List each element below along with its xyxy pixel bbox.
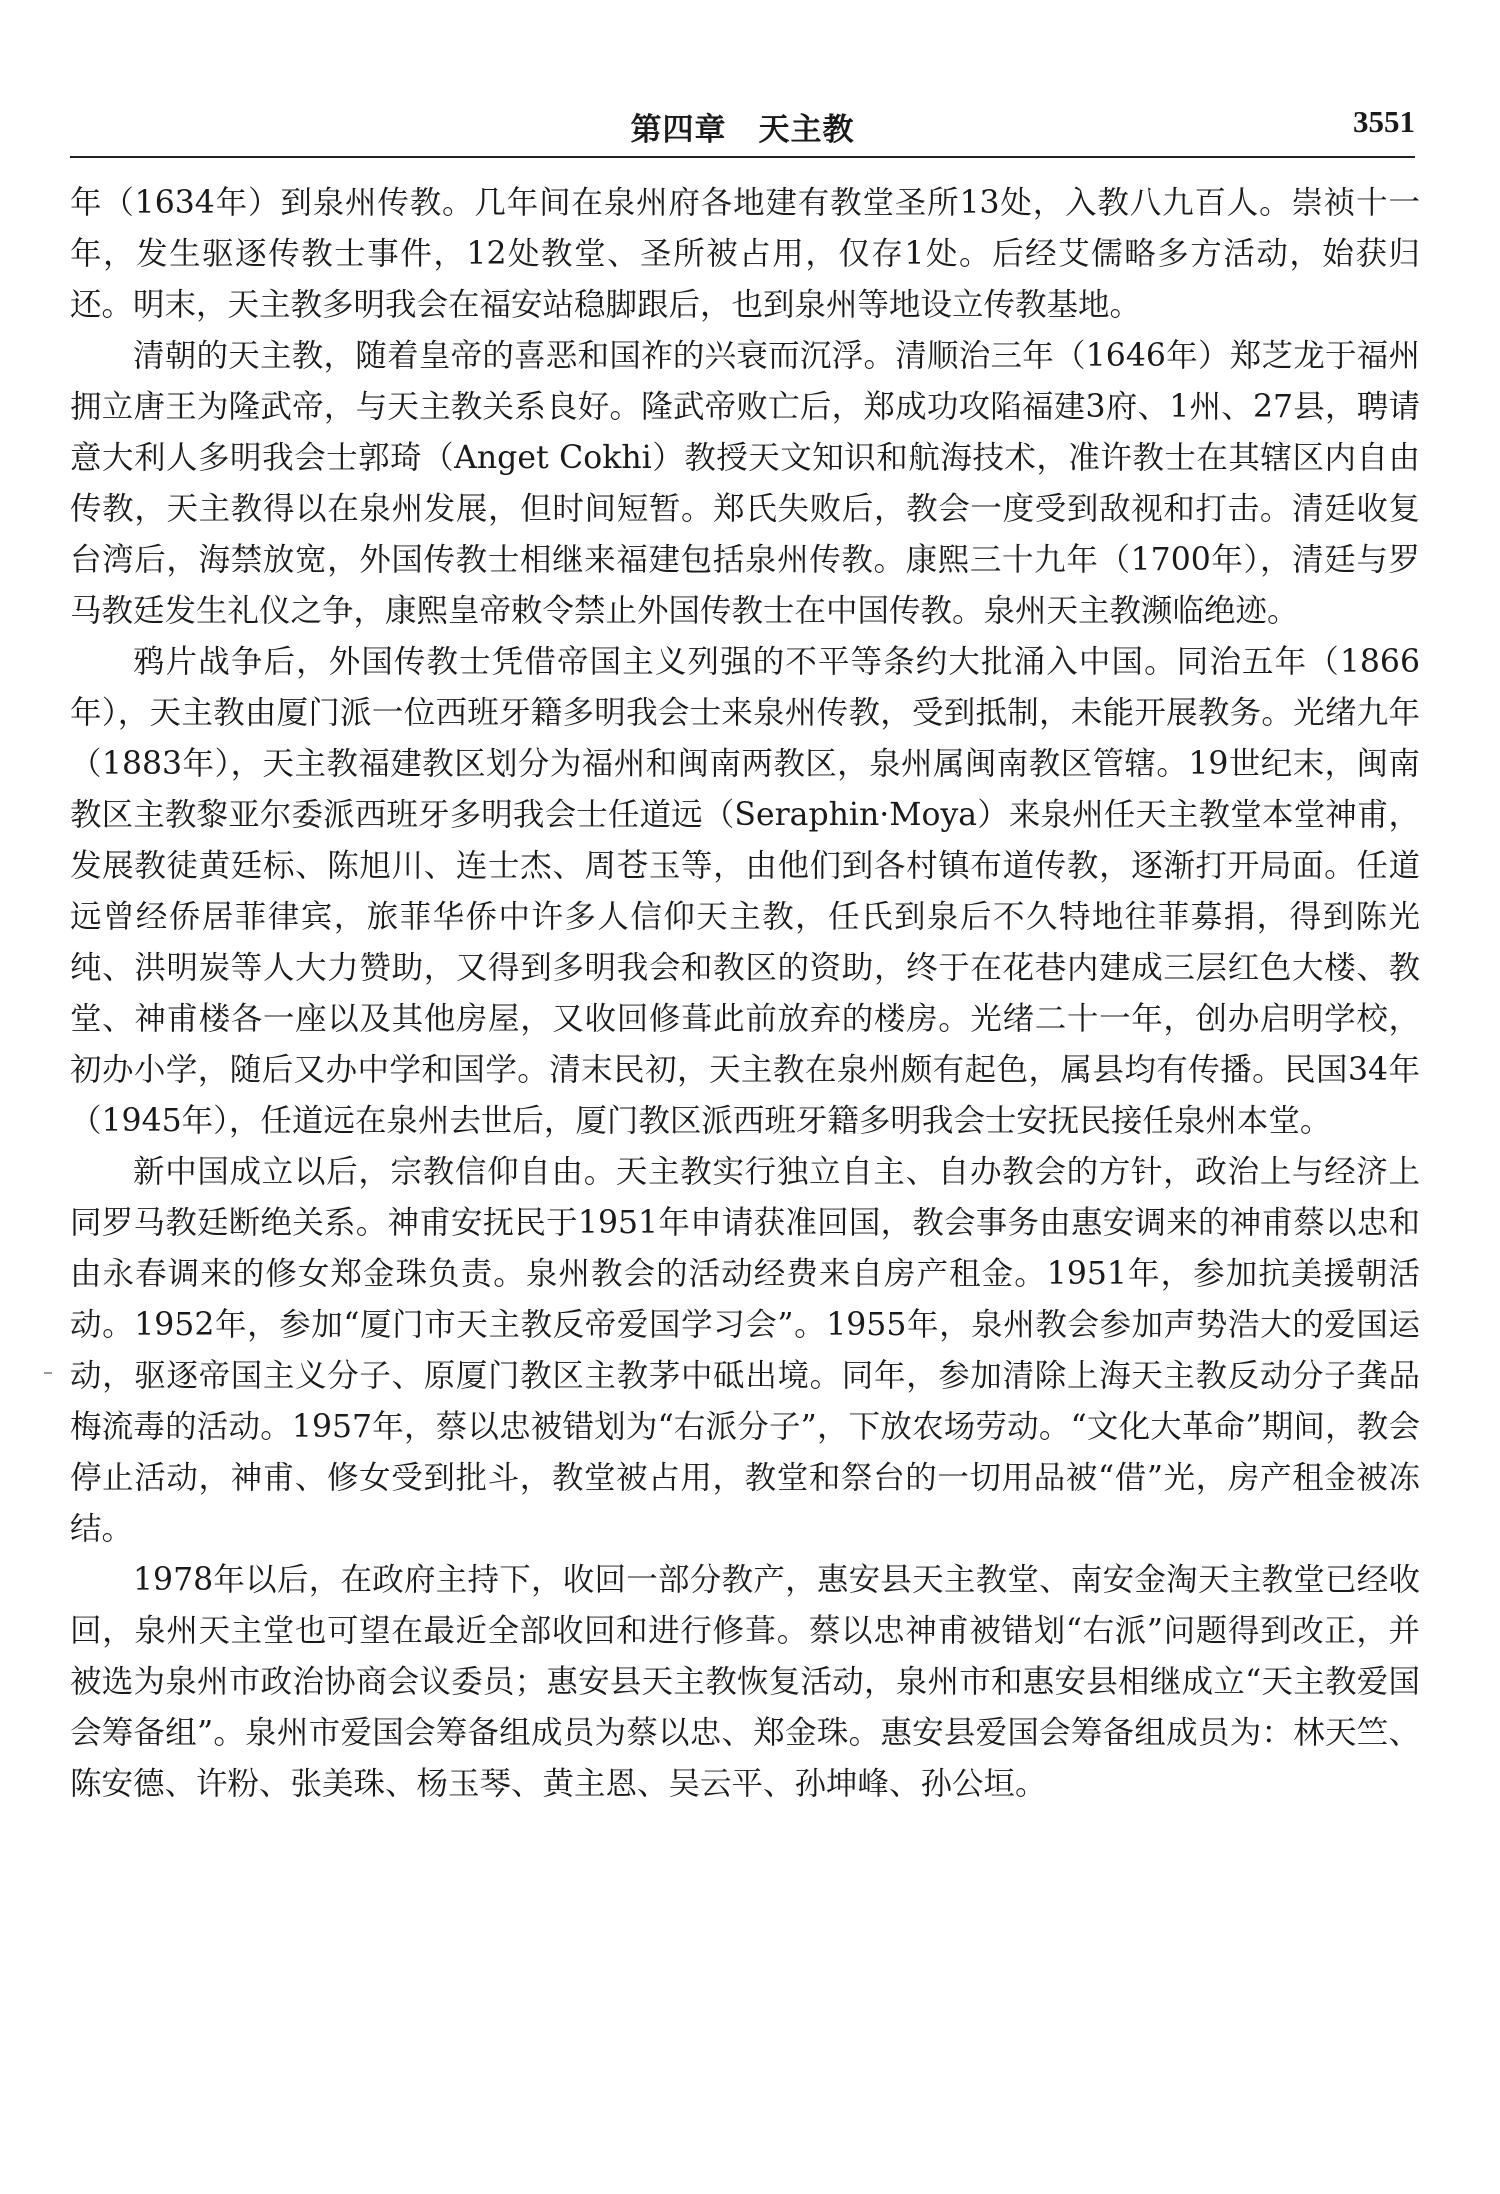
margin-mark (44, 1372, 52, 1374)
chapter-title: 第四章 天主教 (630, 112, 855, 148)
paragraph-5: 1978年以后，在政府主持下，收回一部分教产，惠安县天主教堂、南安金淘天主教堂已经收回，泉州天主堂也可望在最近全部收回和进行修葺。蔡以忠神甫被错划“右派”问题得到改正，并被选为泉州市政治协商会议委员；惠安县天主教恢复活动，泉州市和惠安县相继成立“天主教爱国会筹备组”。泉州市爱国会筹备组成员为蔡以忠、郑金珠。惠安县爱国会筹备组成员为：林天竺、陈安德、许粉、张美珠、杨玉琴、黄主恩、吴云平、孙坤峰、孙公垣。 (70, 1562, 1420, 1802)
body-text (70, 178, 1420, 1810)
paragraph-4: 新中国成立以后，宗教信仰自由。天主教实行独立自主、自办教会的方针，政治上与经济上同罗马教廷断绝关系。神甫安抚民于1951年申请获准回国，教会事务由惠安调来的神甫蔡以忠和由永春调来的修女郑金珠负责。泉州教会的活动经费来自房产租金。1951年，参加抗美援朝活动。1952年，参加“厦门市天主教反帝爱国学习会”。1955年，泉州教会参加声势浩大的爱国运动，驱逐帝国主义分子、原厦门教区主教茅中砥出境。同年，参加清除上海天主教反动分子龚品梅流毒的活动。1957年，蔡以忠被错划为“右派分子”，下放农场劳动。“文化大革命”期间，教会停止活动，神甫、修女受到批斗，教堂被占用，教堂和祭台的一切用品被“借”光，房产租金被冻结。 (70, 1154, 1420, 1547)
page-number: 3551 (1353, 104, 1415, 139)
running-header (70, 100, 1415, 158)
paragraph-1: 年（1634年）到泉州传教。几年间在泉州府各地建有教堂圣所13处，入教八九百人。崇祯十一年，发生驱逐传教士事件，12处教堂、圣所被占用，仅存1处。后经艾儒略多方活动，始获归还。明末，天主教多明我会在福安站稳脚跟后，也到泉州等地设立传教基地。 (70, 185, 1420, 323)
paragraph-3: 鸦片战争后，外国传教士凭借帝国主义列强的不平等条约大批涌入中国。同治五年（1866年），天主教由厦门派一位西班牙籍多明我会士来泉州传教，受到抵制，未能开展教务。光绪九年（1883年），天主教福建教区划分为福州和闽南两教区，泉州属闽南教区管辖。19世纪末，闽南教区主教黎亚尔委派西班牙多明我会士任道远（Seraphin·Moya）来泉州任天主教堂本堂神甫，发展教徒黄廷标、陈旭川、连士杰、周苍玉等，由他们到各村镇布道传教，逐渐打开局面。任道远曾经侨居菲律宾，旅菲华侨中许多人信仰天主教，任氏到泉后不久特地往菲募捐，得到陈光纯、洪明炭等人大力赞助，又得到多明我会和教区的资助，终于在花巷内建成三层红色大楼、教堂、神甫楼各一座以及其他房屋，又收回修葺此前放弃的楼房。光绪二十一年，创办启明学校，初办小学，随后又办中学和国学。清末民初，天主教在泉州颇有起色，属县均有传播。民国34年（1945年），任道远在泉州去世后，厦门教区派西班牙籍多明我会士安抚民接任泉州本堂。 (70, 644, 1420, 1139)
paragraph-2: 清朝的天主教，随着皇帝的喜恶和国祚的兴衰而沉浮。清顺治三年（1646年）郑芝龙于福州拥立唐王为隆武帝，与天主教关系良好。隆武帝败亡后，郑成功攻陷福建3府、1州、27县，聘请意大利人多明我会士郭琦（Anget Cokhi）教授天文知识和航海技术，准许教士在其辖区内自由传教，天主教得以在泉州发展，但时间短暂。郑氏失败后，教会一度受到敌视和打击。清廷收复台湾后，海禁放宽，外国传教士相继来福建包括泉州传教。康熙三十九年（1700年），清廷与罗马教廷发生礼仪之争，康熙皇帝敕令禁止外国传教士在中国传教。泉州天主教濒临绝迹。 (70, 338, 1420, 629)
